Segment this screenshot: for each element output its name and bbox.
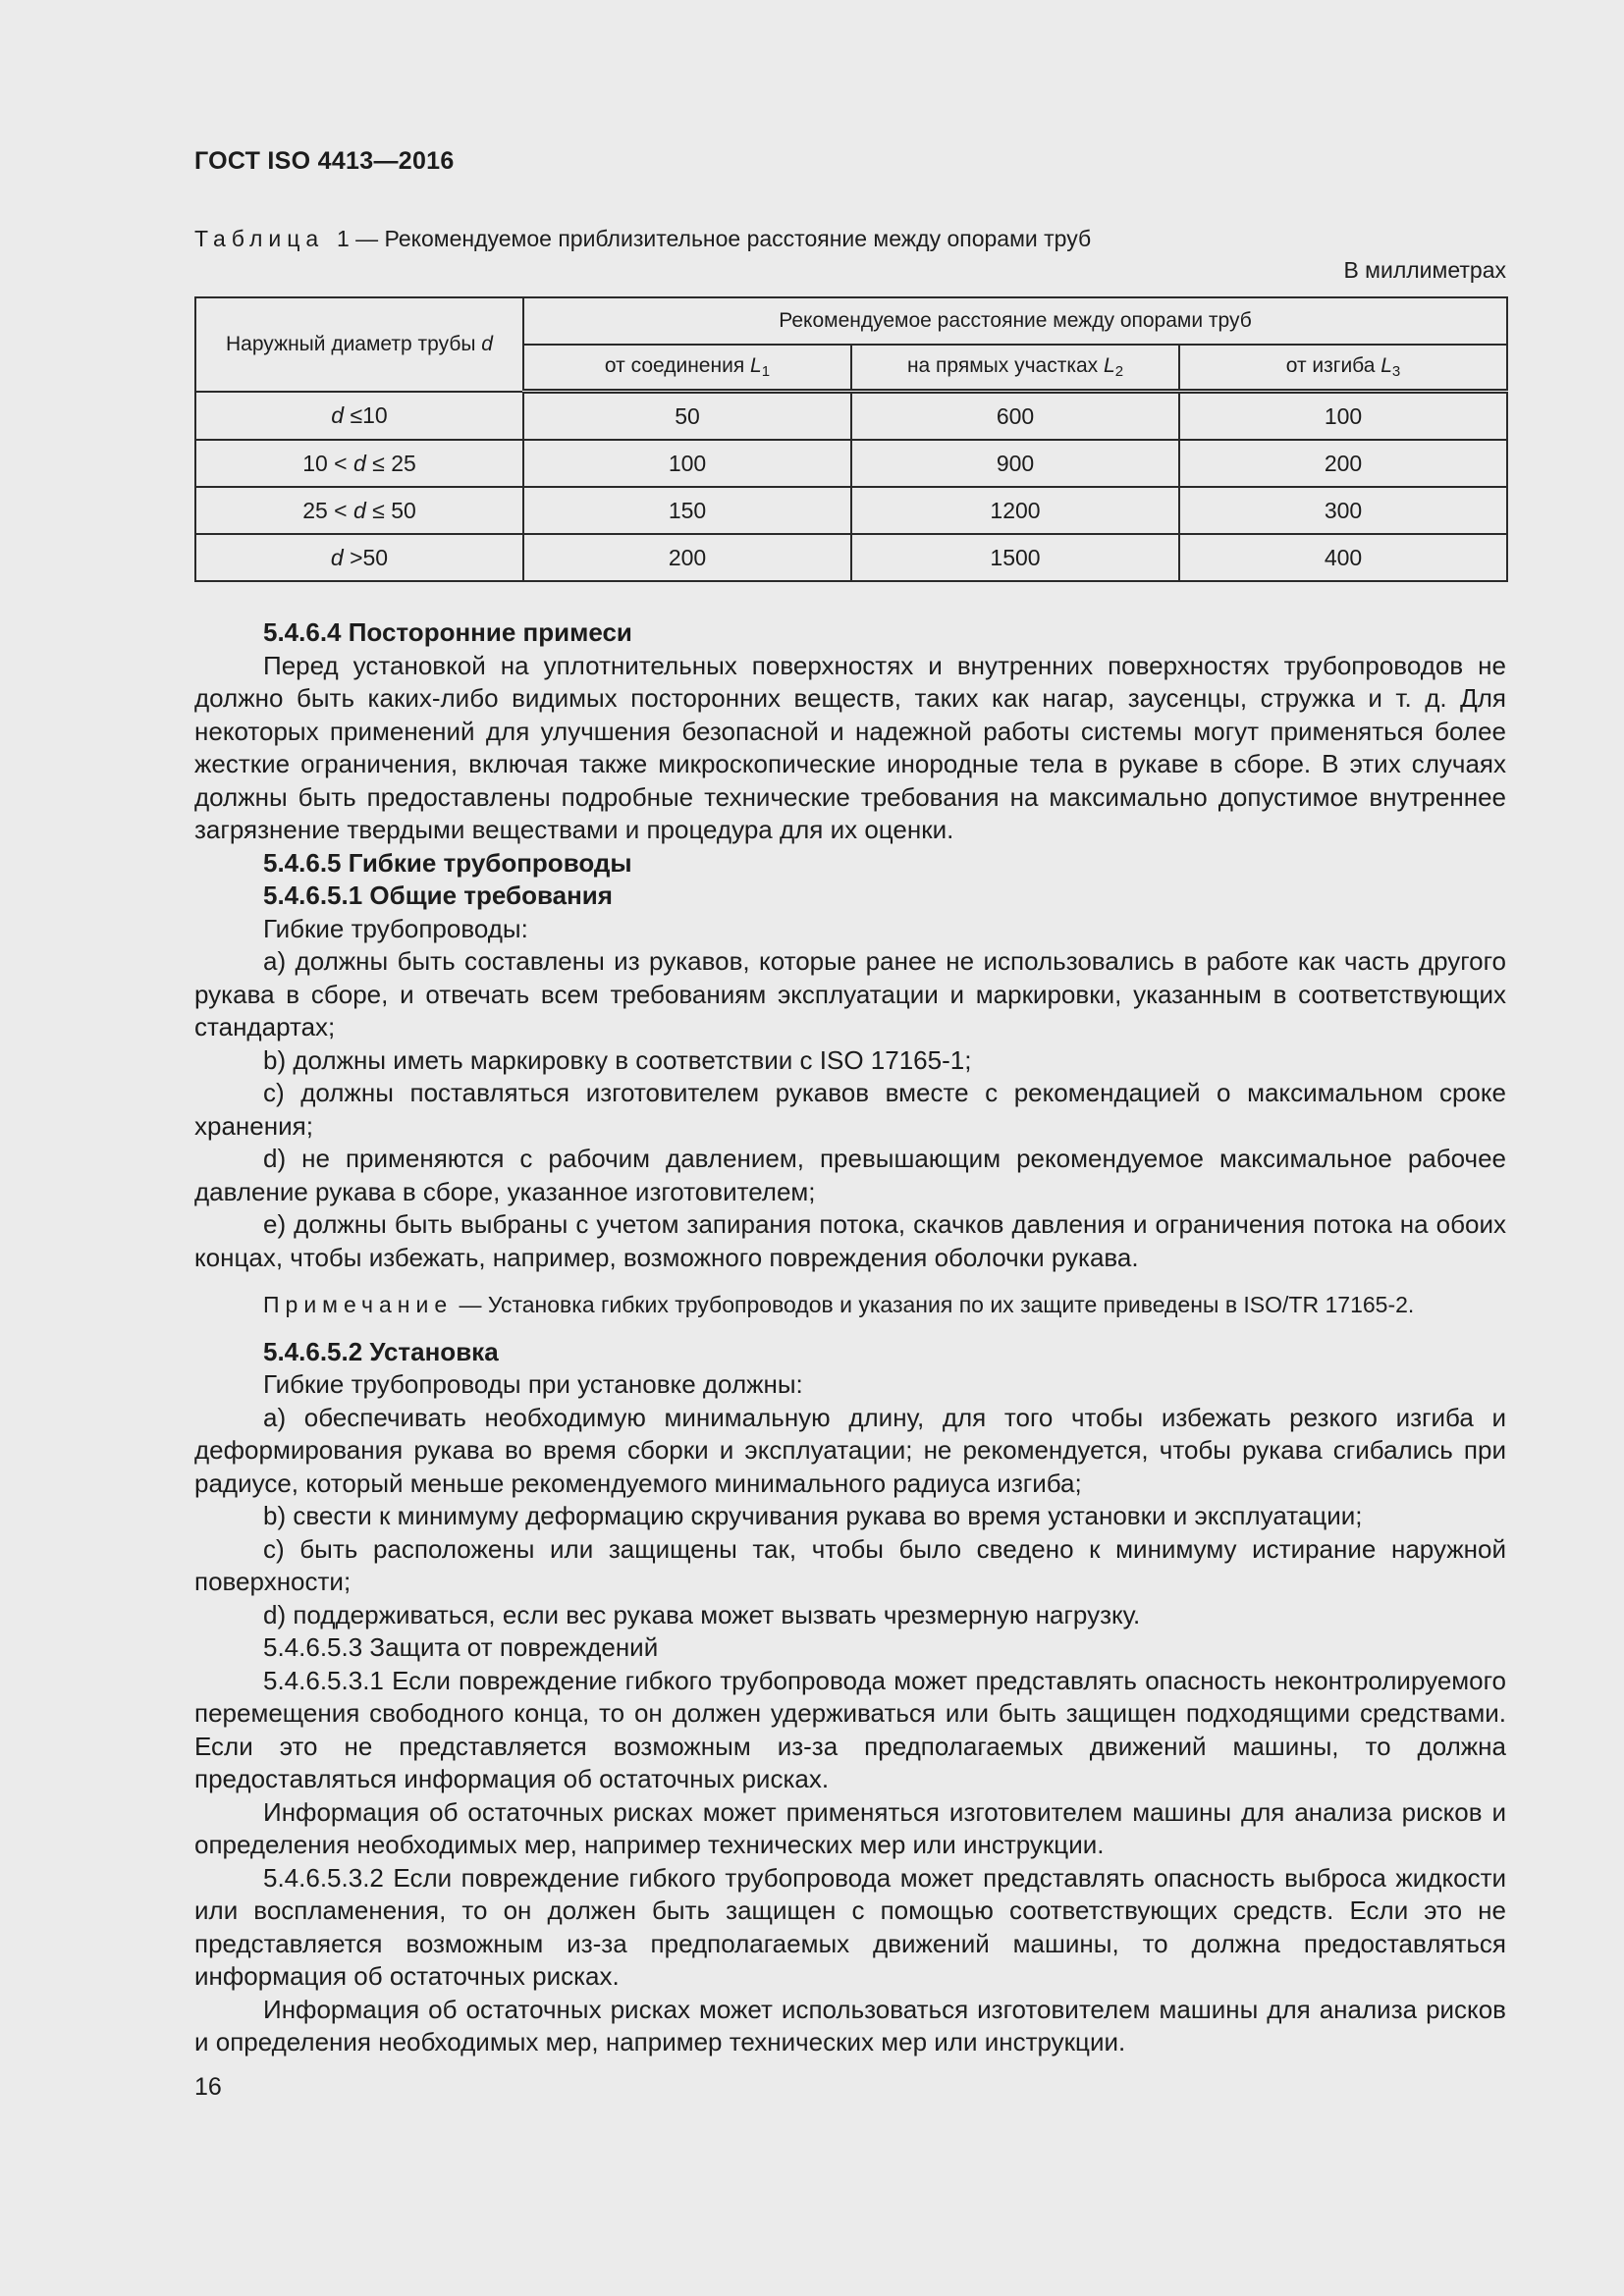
cell-l2: 600 <box>851 392 1179 441</box>
section-5-4-6-5-title: 5.4.6.5 Гибкие трубопроводы <box>263 847 632 878</box>
table-row <box>195 487 1507 534</box>
list-item-c: c) быть расположены или защищены так, чтобы было сведено к минимуму истирание наружной поверхности; <box>194 1533 1506 1596</box>
table-caption-text: 1 — Рекомендуемое приблизительное расстояние между опорами труб <box>336 226 1092 251</box>
cell-l3: 300 <box>1179 487 1507 534</box>
list-item-a: a) обеспечивать необходимую минимальную длину, для того чтобы избежать резкого изгиба и деформирования рукава во время сборки и эксплуатации; не рекомендуется, чтобы рукава сгибались при радиусе, который меньше рекомендуемого минимального радиуса изгиба; <box>194 1402 1506 1498</box>
table-row <box>195 534 1507 581</box>
cell-d: 10 < d ≤ 25 <box>195 440 523 487</box>
list-item-a: a) должны быть составлены из рукавов, которые ранее не использовались в работе как часть другого рукава в сборе, и отвечать всем требованиям эксплуатации и маркировки, указанным в соответствующих стандартах; <box>194 946 1506 1041</box>
cell-l2: 900 <box>851 440 1179 487</box>
cell-l3: 200 <box>1179 440 1507 487</box>
list-item-b: b) свести к минимуму деформацию скручивания рукава во время установки и эксплуатации; <box>263 1501 1363 1530</box>
section-5-4-6-5-1-title: 5.4.6.5.1 Общие требования <box>263 881 613 910</box>
cell-l3: 400 <box>1179 534 1507 581</box>
header-l1: от соединения $L_1$ <box>523 345 851 392</box>
note-text: — Установка гибких трубопроводов и указания по их защите приведены в ISO/TR 17165-2. <box>453 1292 1415 1317</box>
section-5-4-6-5-1-intro: Гибкие трубопроводы: <box>263 913 528 943</box>
list-item-e: e) должны быть выбраны с учетом запирания потока, скачков давления и ограничения потока на обоих концах, чтобы избежать, например, возможного повреждения оболочки рукава. <box>194 1209 1506 1272</box>
header-l2: на прямых участках $L_2$ <box>851 345 1179 392</box>
section-5-4-6-5-2-title: 5.4.6.5.2 Установка <box>263 1336 499 1366</box>
cell-d: 25 < d ≤ 50 <box>195 487 523 534</box>
section-5-4-6-5-3-2: 5.4.6.5.3.2 Если повреждение гибкого трубопровода может представлять опасность выброса жидкости или воспламенения, то он должен быть защищен с помощью соответствующих средств. Если это не представляется возможным из-за предполагаемых движений машины, то должна предоставляться информация об остаточных рисках. <box>194 1862 1506 1991</box>
cell-l1: 200 <box>523 534 851 581</box>
section-5-4-6-5-3-title: 5.4.6.5.3 Защита от повреждений <box>263 1632 659 1662</box>
cell-d: d >50 <box>195 534 523 581</box>
section-5-4-6-5-2-intro: Гибкие трубопроводы при установке должны: <box>263 1369 803 1399</box>
list-item-d: d) не применяются с рабочим давлением, превышающим рекомендуемое максимальное рабочее давление рукава в сборе, указанное изготовителем; <box>194 1144 1506 1206</box>
document-header: ГОСТ ISO 4413—2016 <box>194 147 455 175</box>
header-recommended-distance: Рекомендуемое расстояние между опорами труб <box>523 297 1507 345</box>
table-row <box>195 392 1507 441</box>
section-5-4-6-5-3-1: 5.4.6.5.3.1 Если повреждение гибкого трубопровода может представлять опасность неконтролируемого перемещения свободного конца, то он должен удерживаться или быть защищен подходящими средствами. Если это не представляется возможным из-за предполагаемых движений машины, то должна предоставляться информация об остаточных рисках. <box>194 1665 1506 1793</box>
section-5-4-6-4-title: 5.4.6.4 Посторонние примеси <box>263 617 632 647</box>
list-item-d: d) поддерживаться, если вес рукава может вызвать чрезмерную нагрузку. <box>263 1599 1141 1629</box>
note-label: Примечание <box>263 1292 454 1317</box>
cell-l2: 1500 <box>851 534 1179 581</box>
cell-l3: 100 <box>1179 392 1507 441</box>
table-caption-label: Таблица <box>194 226 325 251</box>
page-number: 16 <box>194 2073 222 2101</box>
cell-l1: 50 <box>523 392 851 441</box>
cell-d: d ≤10 <box>195 392 523 441</box>
section-5-4-6-4-text: Перед установкой на уплотнительных поверхностях и внутренних поверхностях трубопроводов не должно быть каких-либо видимых посторонних веществ, таких как нагар, заусенцы, стружка и т. д. Для некоторых применений для улучшения безопасной и надежной работы системы могут применяться более жесткие ограничения, включая также микроскопические инородные тела в рукаве в сборе. В этих случаях должны быть предоставлены подробные технические требования на максимально допустимое внутреннее загрязнение твердыми веществами и процедура для их оценки. <box>194 650 1506 844</box>
table-units: В миллиметрах <box>1343 257 1506 283</box>
header-l3: от изгиба $L_3$ <box>1179 345 1507 392</box>
section-5-4-6-5-3-2-info: Информация об остаточных рисках может использоваться изготовителем машины для анализа рисков и определения необходимых мер, например технических мер или инструкции. <box>194 1994 1506 2056</box>
support-distance-table <box>194 296 1508 582</box>
document-body <box>194 616 1506 2059</box>
header-outer-diameter: Наружный диаметр трубы d <box>195 297 523 392</box>
note <box>194 1289 1506 1322</box>
list-item-c: c) должны поставляться изготовителем рукавов вместе с рекомендацией о максимальном сроке хранения; <box>194 1078 1506 1141</box>
cell-l2: 1200 <box>851 487 1179 534</box>
cell-l1: 150 <box>523 487 851 534</box>
list-item-b: b) должны иметь маркировку в соответствии с ISO 17165-1; <box>263 1044 972 1075</box>
section-5-4-6-5-3-1-info: Информация об остаточных рисках может применяться изготовителем машины для анализа рисков и определения необходимых мер, например технических мер или инструкции. <box>194 1796 1506 1859</box>
table-caption <box>194 226 1091 252</box>
table-row <box>195 440 1507 487</box>
cell-l1: 100 <box>523 440 851 487</box>
